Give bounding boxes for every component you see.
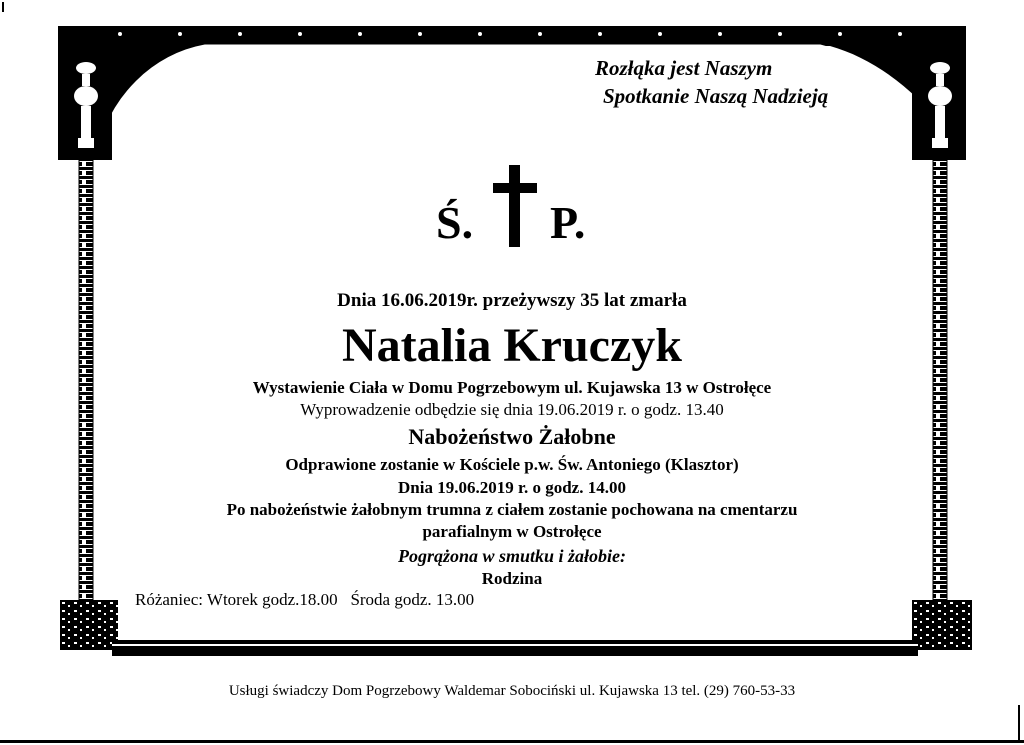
- death-date-line: Dnia 16.06.2019r. przeżywszy 35 lat zmarła: [337, 290, 687, 311]
- motto: [595, 56, 875, 118]
- service-time: Dnia 19.06.2019 r. o godz. 14.00: [398, 478, 626, 497]
- frame-bottom-beam: [112, 640, 918, 656]
- mourning-line: Pogrążona w smutku i żałobie:: [397, 546, 627, 566]
- departure-info: Wyprowadzenie odbędzie się dnia 19.06.2019 r. o godz. 13.40: [300, 400, 724, 419]
- service-title: Nabożeństwo Żałobne: [408, 424, 616, 449]
- p-letter: P.: [550, 197, 586, 248]
- burial-line-1: Po nabożeństwie żałobnym trumna z ciałem zostanie pochowana na cmentarzu: [226, 500, 798, 519]
- cross-icon: [493, 165, 537, 247]
- rosary-info: [135, 590, 474, 610]
- motto-line-1: Rozłąka jest Naszym: [595, 56, 773, 80]
- bottom-rule: [0, 740, 1024, 743]
- deceased-name: Natalia Kruczyk: [342, 319, 682, 372]
- burial-line-2: parafialnym w Ostrołęce: [422, 522, 602, 541]
- family-signature: Rodzina: [481, 569, 543, 588]
- service-place: Odprawione zostanie w Kościele p.w. Św. Antoniego (Klasztor): [285, 455, 739, 474]
- rosary-tuesday: Różaniec: Wtorek godz.18.00: [135, 590, 338, 609]
- rosary-wednesday: Środa godz. 13.00: [350, 590, 475, 609]
- footer-text: Usługi świadczy Dom Pogrzebowy Waldemar Sobociński ul. Kujawska 13 tel. (29) 760-53-33: [228, 683, 796, 699]
- motto-line-2: Spotkanie Naszą Nadzieją: [603, 84, 829, 108]
- viewing-info: Wystawienie Ciała w Domu Pogrzebowym ul. Kujawska 13 w Ostrołęce: [252, 378, 772, 397]
- s-letter: Ś.: [436, 197, 474, 248]
